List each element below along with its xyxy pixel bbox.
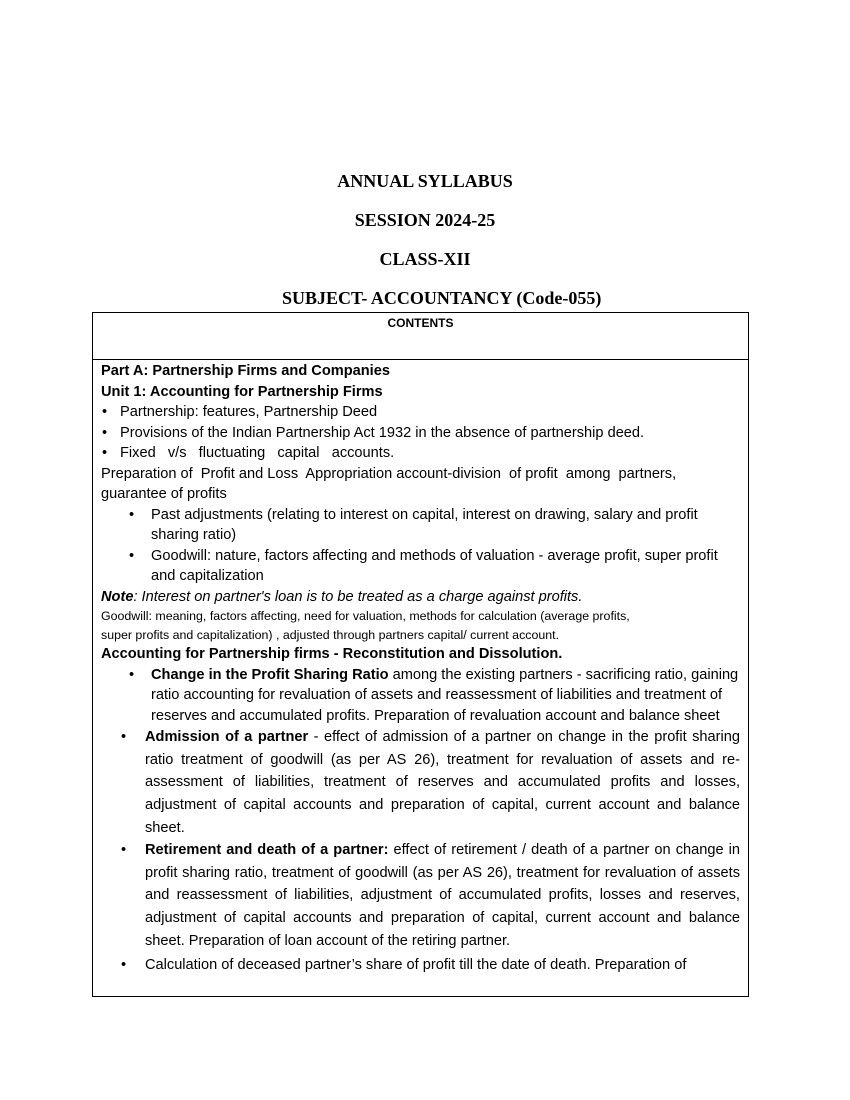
admission-label: Admission of a partner xyxy=(145,729,309,746)
appropriation-text-line1: Preparation of Profit and Loss Appropriation account-division of profit among partners, xyxy=(101,465,677,482)
note-label: Note xyxy=(101,588,134,605)
list-item: • Calculation of deceased partner’s share of profit till the date of death. Preparation of xyxy=(101,954,740,977)
goodwill-text-line1: Goodwill: meaning, factors affecting, need for valuation, methods for calculation (average profits, xyxy=(101,609,630,623)
list-item: • Fixed v/s fluctuating capital accounts. xyxy=(101,443,740,464)
admission-text: - effect of admission of a partner on change in the profit sharing ratio treatment of goodwill (as per AS 26), treatment for revaluation of assets and re- assessment of liabilities, treatment of reserves and accumulated profits and losses, adjustment of capital accounts and preparation of capital, current account and balance sheet. xyxy=(145,729,740,836)
change-label: Change in the Profit Sharing Ratio xyxy=(151,666,389,683)
change-list xyxy=(101,665,740,727)
change-text: among the existing partners - sacrificing ratio, gaining ratio accounting for revaluation of assets and reassessment of liabilities and treatment of reserves and accumulated profits. Preparation of revaluation account and balance sheet xyxy=(151,666,739,724)
list-item xyxy=(101,726,740,839)
session-title: SESSION 2024-25 xyxy=(354,210,496,230)
syllabus-table xyxy=(92,312,749,997)
list-item xyxy=(101,839,740,952)
list-item: • Goodwill: nature, factors affecting and methods of valuation - average profit, super profit and capitalization xyxy=(101,546,740,587)
list-item: • Partnership: features, Partnership Deed xyxy=(101,402,740,423)
reconstitution-heading: Accounting for Partnership firms - Reconstitution and Dissolution. xyxy=(101,646,563,663)
unit-1-heading: Unit 1: Accounting for Partnership Firms xyxy=(101,383,383,400)
goodwill-text-line2: super profits and capitalization) , adjusted through partners capital/ current account. xyxy=(101,627,560,642)
syllabus-body xyxy=(93,360,748,977)
subject-title: SUBJECT- ACCOUNTANCY (Code-055) xyxy=(282,288,602,308)
part-a-heading: Part A: Partnership Firms and Companies xyxy=(101,363,390,379)
list-item xyxy=(101,665,740,727)
partner-change-list xyxy=(101,726,740,977)
syllabus-title: ANNUAL SYLLABUS xyxy=(337,171,513,191)
adjustments-list xyxy=(101,505,740,587)
appropriation-text-line2: guarantee of profits xyxy=(101,486,227,502)
note-line xyxy=(101,587,740,608)
note-text: : Interest on partner's loan is to be treated as a charge against profits. xyxy=(133,588,583,605)
retirement-label: Retirement and death of a partner: xyxy=(145,842,389,859)
list-item: • Provisions of the Indian Partnership Act 1932 in the absence of partnership deed. xyxy=(101,423,740,444)
class-title: CLASS-XII xyxy=(379,249,471,269)
contents-header: CONTENTS xyxy=(93,313,748,360)
retirement-text: effect of retirement / death of a partner on change in profit sharing ratio, treatment of goodwill (as per AS 26), treatment for revaluation of assets and reassessment of liabilities, adjustment of accumulated profits, losses and reserves, adjustment of capital accounts and preparation of capital, current account and balance sheet. Preparation of loan account of the retiring partner. xyxy=(145,842,741,949)
list-item: • Past adjustments (relating to interest on capital, interest on drawing, salary and profit sharing ratio) xyxy=(101,505,740,546)
